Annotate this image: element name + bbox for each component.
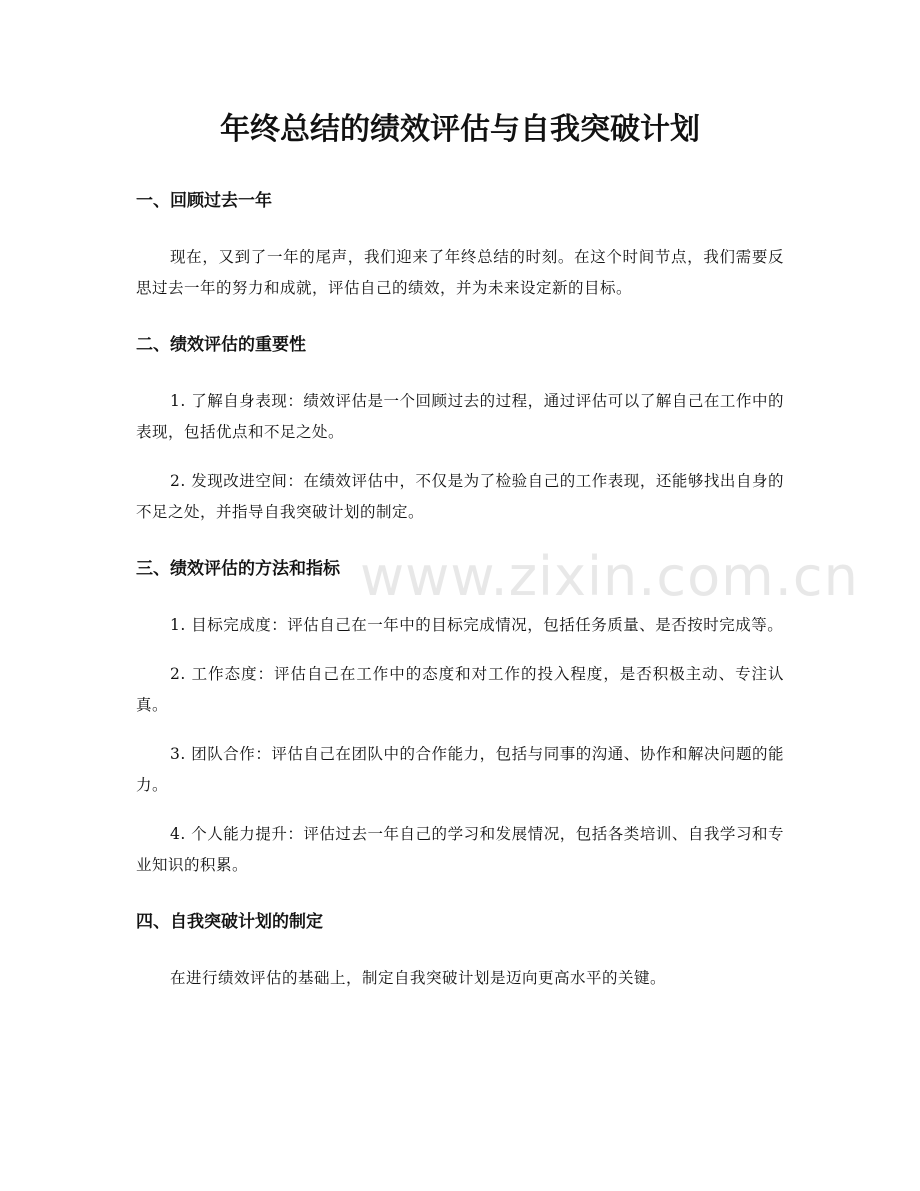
paragraph: 现在，又到了一年的尾声，我们迎来了年终总结的时刻。在这个时间节点，我们需要反思过去一年的努力和成就，评估自己的绩效，并为未来设定新的目标。	[136, 248, 784, 297]
document-title: 年终总结的绩效评估与自我突破计划	[220, 112, 700, 147]
paragraph: 1. 了解自身表现：绩效评估是一个回顾过去的过程，通过评估可以了解自己在工作中的表现，包括优点和不足之处。	[136, 392, 784, 441]
section-heading-4: 四、自我突破计划的制定	[136, 912, 323, 932]
section-heading-2: 二、绩效评估的重要性	[136, 335, 306, 355]
section-heading-3: 三、绩效评估的方法和指标	[136, 559, 340, 579]
paragraph: 2. 发现改进空间：在绩效评估中，不仅是为了检验自己的工作表现，还能够找出自身的不足之处，并指导自我突破计划的制定。	[136, 472, 784, 521]
paragraph: 在进行绩效评估的基础上，制定自我突破计划是迈向更高水平的关键。	[170, 969, 667, 987]
paragraph: 1. 目标完成度：评估自己在一年中的目标完成情况，包括任务质量、是否按时完成等。	[170, 616, 784, 634]
document-body	[136, 184, 784, 994]
paragraph: 3. 团队合作：评估自己在团队中的合作能力，包括与同事的沟通、协作和解决问题的能力。	[136, 745, 784, 794]
paragraph: 4. 个人能力提升：评估过去一年自己的学习和发展情况，包括各类培训、自我学习和专业知识的积累。	[136, 825, 784, 874]
paragraph: 2. 工作态度：评估自己在工作中的态度和对工作的投入程度，是否积极主动、专注认真。	[136, 665, 784, 714]
section-heading-1: 一、回顾过去一年	[136, 191, 272, 211]
watermark: www.zixin.com.cn	[360, 545, 859, 608]
